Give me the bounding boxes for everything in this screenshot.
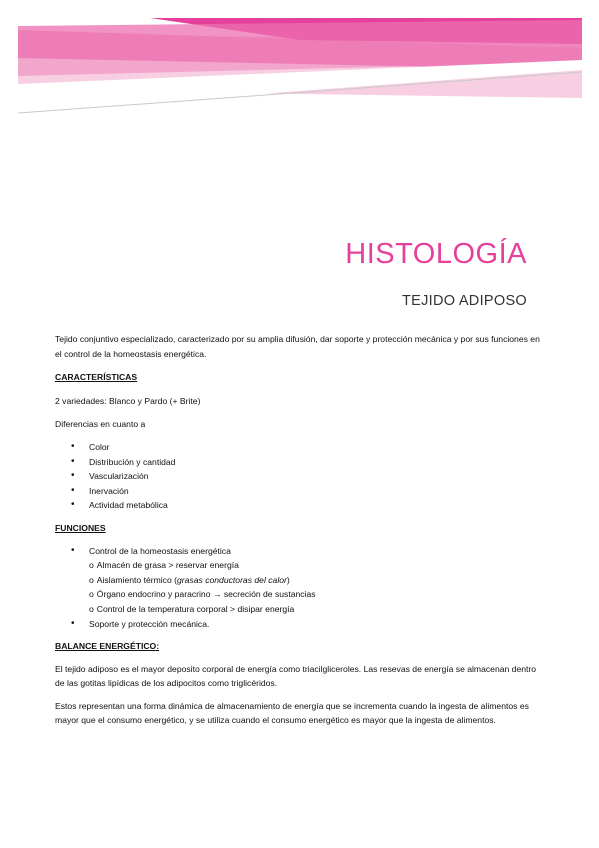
list-item: • Soporte y protección mecánica. — [55, 617, 545, 632]
page-title: HISTOLOGÍA — [345, 238, 527, 270]
funciones-heading: FUNCIONES — [55, 522, 106, 533]
sub-item-temperatura: o Control de la temperatura corporal > disipar energía — [89, 603, 295, 614]
list-item: • Distribución y cantidad — [55, 455, 545, 470]
list-item: • Vascularización — [55, 469, 545, 484]
funcion-homeostasis: Control de la homeostasis energética — [89, 545, 231, 556]
balance-paragraph-1: El tejido adiposo es el mayor deposito corporal de energía como triacilgliceroles. Las resevas de energía se almacenan dentro de las gotitas lipídicas de los adipocitos como triglicéridos. — [55, 663, 537, 689]
caracteristicas-list — [55, 440, 545, 513]
list-item: • Actividad metabólica — [55, 498, 545, 513]
balance-heading: BALANCE ENERGÉTICO: — [55, 641, 160, 652]
variedades-text: 2 variedades: Blanco y Pardo (+ Brite) — [55, 395, 201, 406]
sub-item-almacen: o Almacén de grasa > reservar energía — [89, 560, 239, 571]
list-item: • Color — [55, 440, 545, 455]
list-item: • Inervación — [55, 484, 545, 499]
caracteristicas-heading: CARACTERÍSTICAS — [55, 372, 138, 383]
page-subtitle: TEJIDO ADIPOSO — [401, 293, 527, 309]
list-item — [55, 544, 545, 559]
header-banner — [0, 0, 599, 130]
balance-paragraph-2: Estos representan una forma dinámica de almacenamiento de energía que se incrementa cuando la ingesta de alimentos es mayor que el consumo energético, y se utiliza cuando el consumo energético es mayor que la ingesta de alimentos. — [55, 700, 529, 726]
document-body — [55, 332, 545, 728]
funciones-list — [55, 544, 545, 559]
diferencias-text: Diferencias en cuanto a — [55, 419, 146, 430]
funciones-list-2 — [55, 617, 545, 632]
sub-item-organo: o Órgano endocrino y paracrino → secreción de sustancias — [89, 589, 316, 600]
intro-paragraph: Tejido conjuntivo especializado, caracterizado por su amplia difusión, dar soporte y protección mecánica y por sus funciones en el control de la homeostasis energética. — [55, 334, 540, 359]
sub-item-aislamiento: o Aislamiento térmico (grasas conductoras del calor) — [89, 574, 290, 585]
